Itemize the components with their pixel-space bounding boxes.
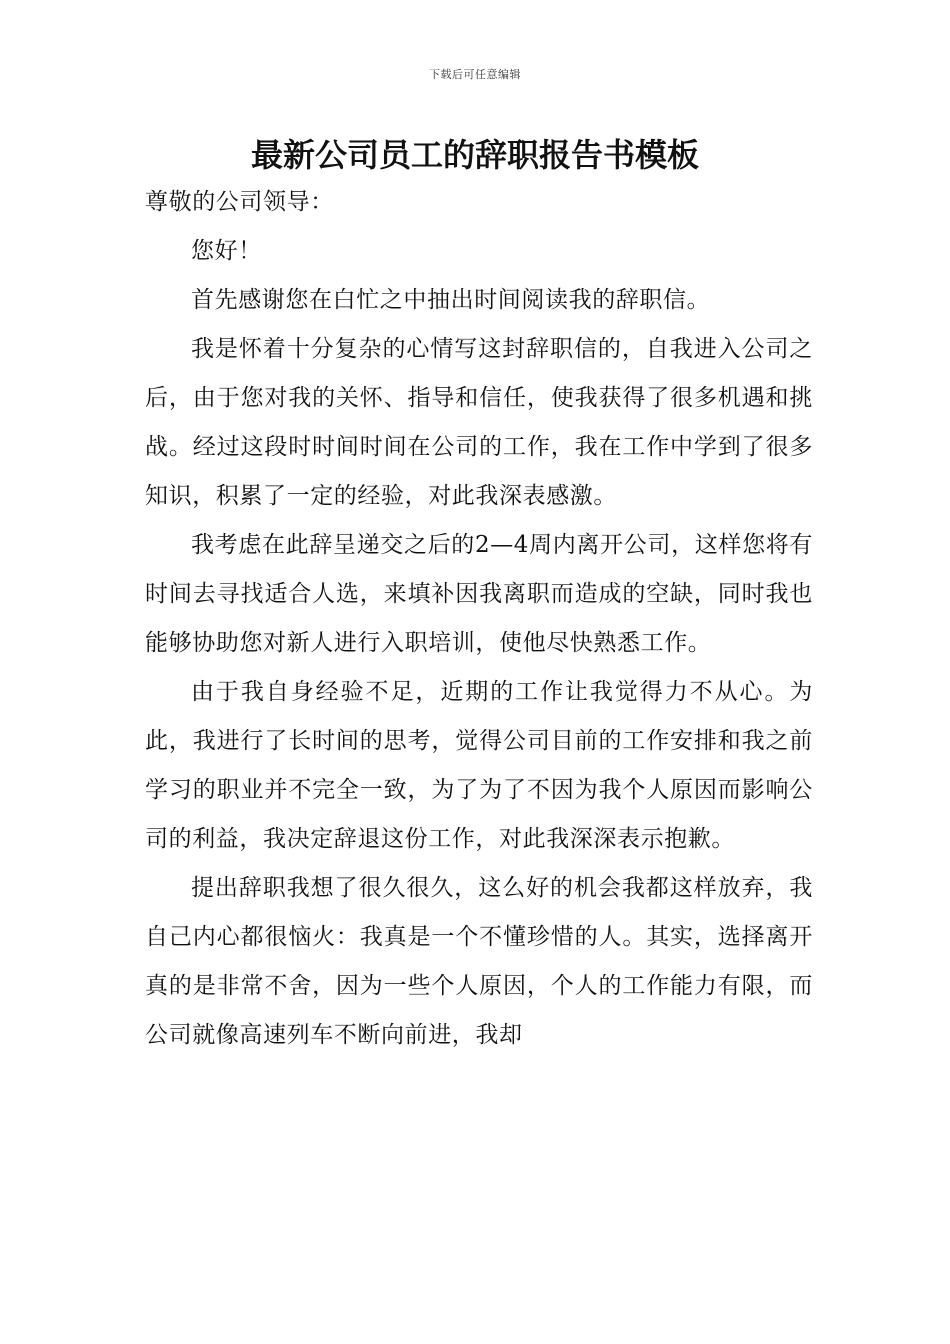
letter-body: [145, 178, 813, 1060]
paragraph-notice-period: 我考虑在此辞呈递交之后的2—4周内离开公司，这样您将有时间去寻找适合人选，来填补因我离职而造成的空缺，同时我也能够协助您对新人进行入职培训，使他尽快熟悉工作。: [145, 532, 813, 656]
paragraph-greeting: 您好！: [191, 238, 262, 264]
paragraph-gratitude: 我是怀着十分复杂的心情写这封辞职信的，自我进入公司之后，由于您对我的关怀、指导和信任，使我获得了很多机遇和挑战。经过这段时时间时间在公司的工作，我在工作中学到了很多知识，积累了一定的经验，对此我深表感激。: [145, 336, 813, 509]
paragraph-reason: 由于我自身经验不足，近期的工作让我觉得力不从心。为此，我进行了长时间的思考，觉得公司目前的工作安排和我之前学习的职业并不完全一致，为了为了不因为我个人原因而影响公司的利益，我决定辞退这份工作，对此我深深表示抱歉。: [145, 679, 813, 852]
paragraph-reflection: 提出辞职我想了很久很久，这么好的机会我都这样放弃，我自己内心都很恼火：我真是一个不懂珍惜的人。其实，选择离开真的是非常不舍，因为一些个人原因，个人的工作能力有限，而公司就像高速列车不断向前进，我却: [145, 875, 813, 1048]
header-note: 下载后可任意编辑: [429, 68, 521, 81]
paragraph-thanks: 首先感谢您在白忙之中抽出时间阅读我的辞职信。: [191, 287, 711, 313]
salutation: 尊敬的公司领导：: [145, 189, 334, 215]
document-title: 最新公司员工的辞职报告书模板: [250, 136, 699, 174]
